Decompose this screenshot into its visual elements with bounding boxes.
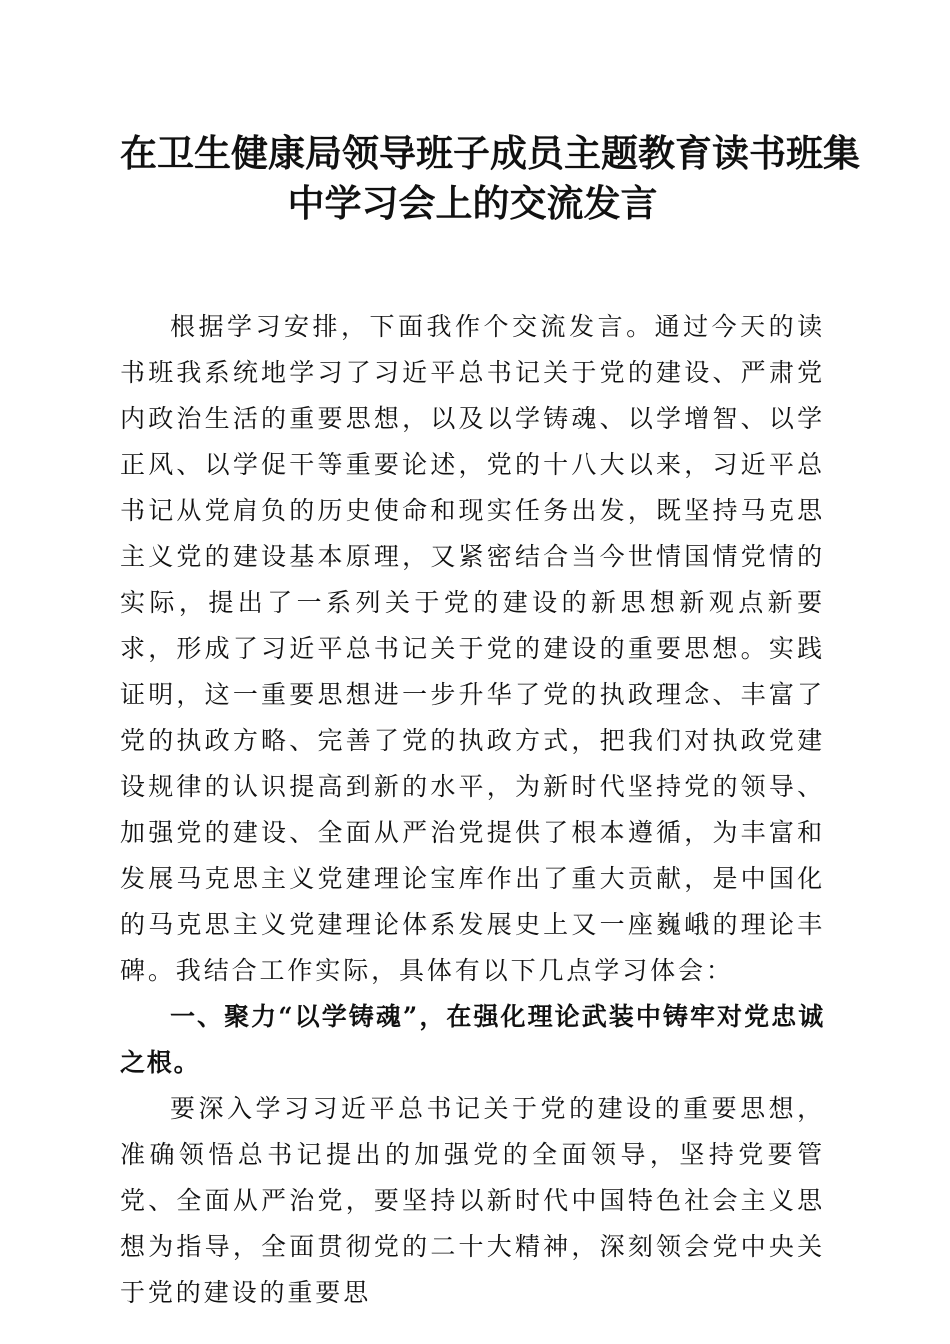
paragraph-intro: 根据学习安排，下面我作个交流发言。通过今天的读书班我系统地学习了习近平总书记关于党的建设、严肃党内政治生活的重要思想，以及以学铸魂、以学增智、以学正风、以学促干等重要论述，党的十八大以来，习近平总书记从党肩负的历史使命和现实任务出发，既坚持马克思主义党的建设基本原理，又紧密结合当今世情国情党情的实际，提出了一系列关于党的建设的新思想新观点新要求，形成了习近平总书记关于党的建设的重要思想。实践证明，这一重要思想进一步升华了党的执政理念、丰富了党的执政方略、完善了党的执政方式，把我们对执政党建设规律的认识提高到新的水平，为新时代坚持党的领导、加强党的建设、全面从严治党提供了根本遵循，为丰富和发展马克思主义党建理论宝库作出了重大贡献，是中国化的马克思主义党建理论体系发展史上又一座巍峨的理论丰碑。我结合工作实际，具体有以下几点学习体会： — [120, 312, 825, 985]
document-title — [120, 128, 860, 228]
section-heading-1: 一、聚力“以学铸魂”，在强化理论武装中铸牢对党忠诚之根。 — [120, 1002, 825, 1077]
document-body — [120, 304, 825, 1316]
paragraph-section-1: 要深入学习习近平总书记关于党的建设的重要思想，准确领悟总书记提出的加强党的全面领导，坚持党要管党、全面从严治党，要坚持以新时代中国特色社会主义思想为指导，全面贯彻党的二十大精神，深刻领会党中央关于党的建设的重要思 — [120, 1094, 825, 1307]
document-page — [120, 128, 860, 1316]
title-line-1: 在卫生健康局领导班子成员主题教育读书班集 — [120, 131, 860, 175]
title-line-2: 中学习会上的交流发言 — [287, 181, 658, 225]
